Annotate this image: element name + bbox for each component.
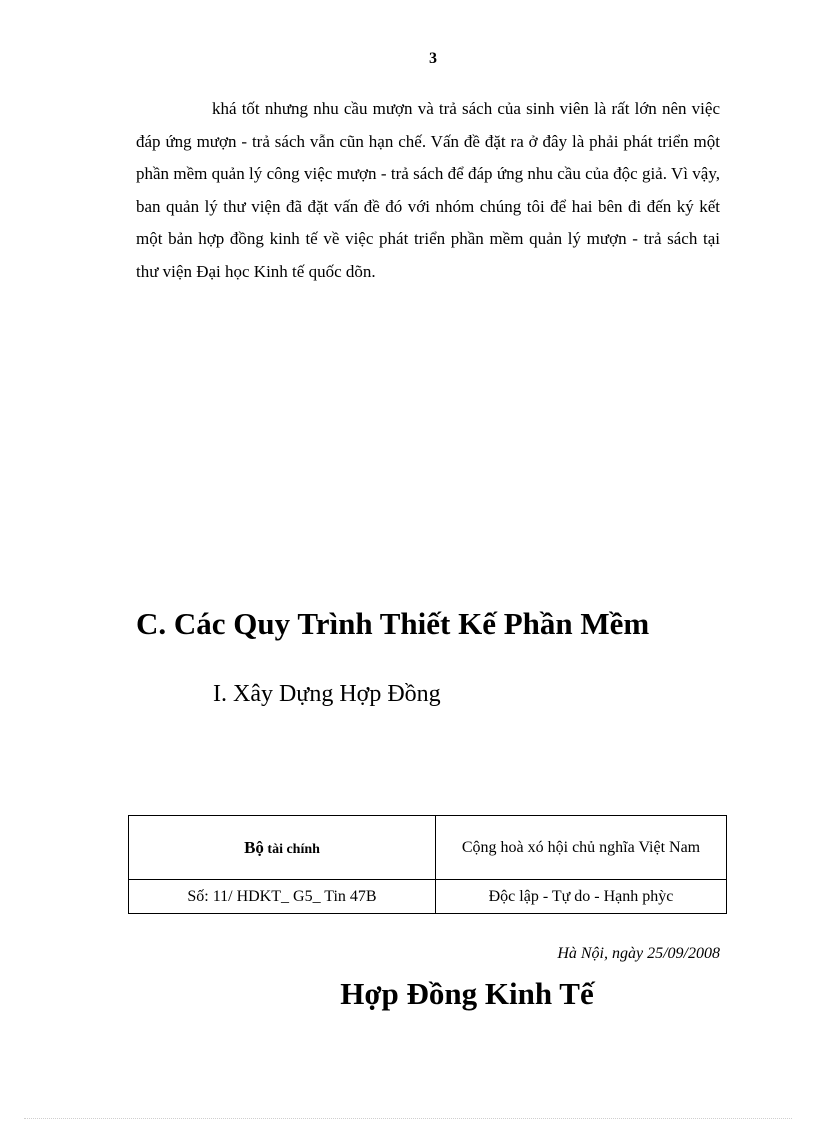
date-line: Hà Nội, ngày 25/09/2008 [557,945,720,962]
motto-cell: Độc lập - Tự do - Hạnh phỳc [436,880,727,914]
subsection-heading: I. Xây Dựng Hợp Đồng [213,681,441,707]
page-number: 3 [429,50,437,67]
table-row [129,816,727,880]
section-heading: C. Các Quy Trình Thiết Kế Phần Mềm [136,606,650,641]
contract-header-table [128,815,727,914]
page-bottom-divider [24,1118,792,1119]
ministry-initial: Bộ [244,837,264,857]
republic-cell: Cộng hoà xó hội chủ nghĩa Việt Nam [436,816,727,880]
body-paragraph: khá tốt nhưng nhu cầu mượn và trả sách của sinh viên là rất lớn nên việc đáp ứng mượn - trả sách vẫn cũn hạn chế. Vấn đề đặt ra ở đây là phải phát triển một phần mềm quản lý công việc mượn - trả sách để đáp ứng nhu cầu của độc giả. Vì vậy, ban quản lý thư viện đã đặt vấn đề đó với nhóm chúng tôi để hai bên đi đến ký kết một bản hợp đồng kinh tế về việc phát triển phần mềm quản lý mượn - trả sách tại thư viện Đại học Kinh tế quốc dõn. [136,99,720,281]
contract-number-cell: Số: 11/ HDKT_ G5_ Tin 47B [129,880,436,914]
table-row [129,880,727,914]
ministry-name: tài chính [263,841,320,857]
contract-title: Hợp Đồng Kinh Tế [340,976,594,1011]
ministry-cell [129,816,436,880]
